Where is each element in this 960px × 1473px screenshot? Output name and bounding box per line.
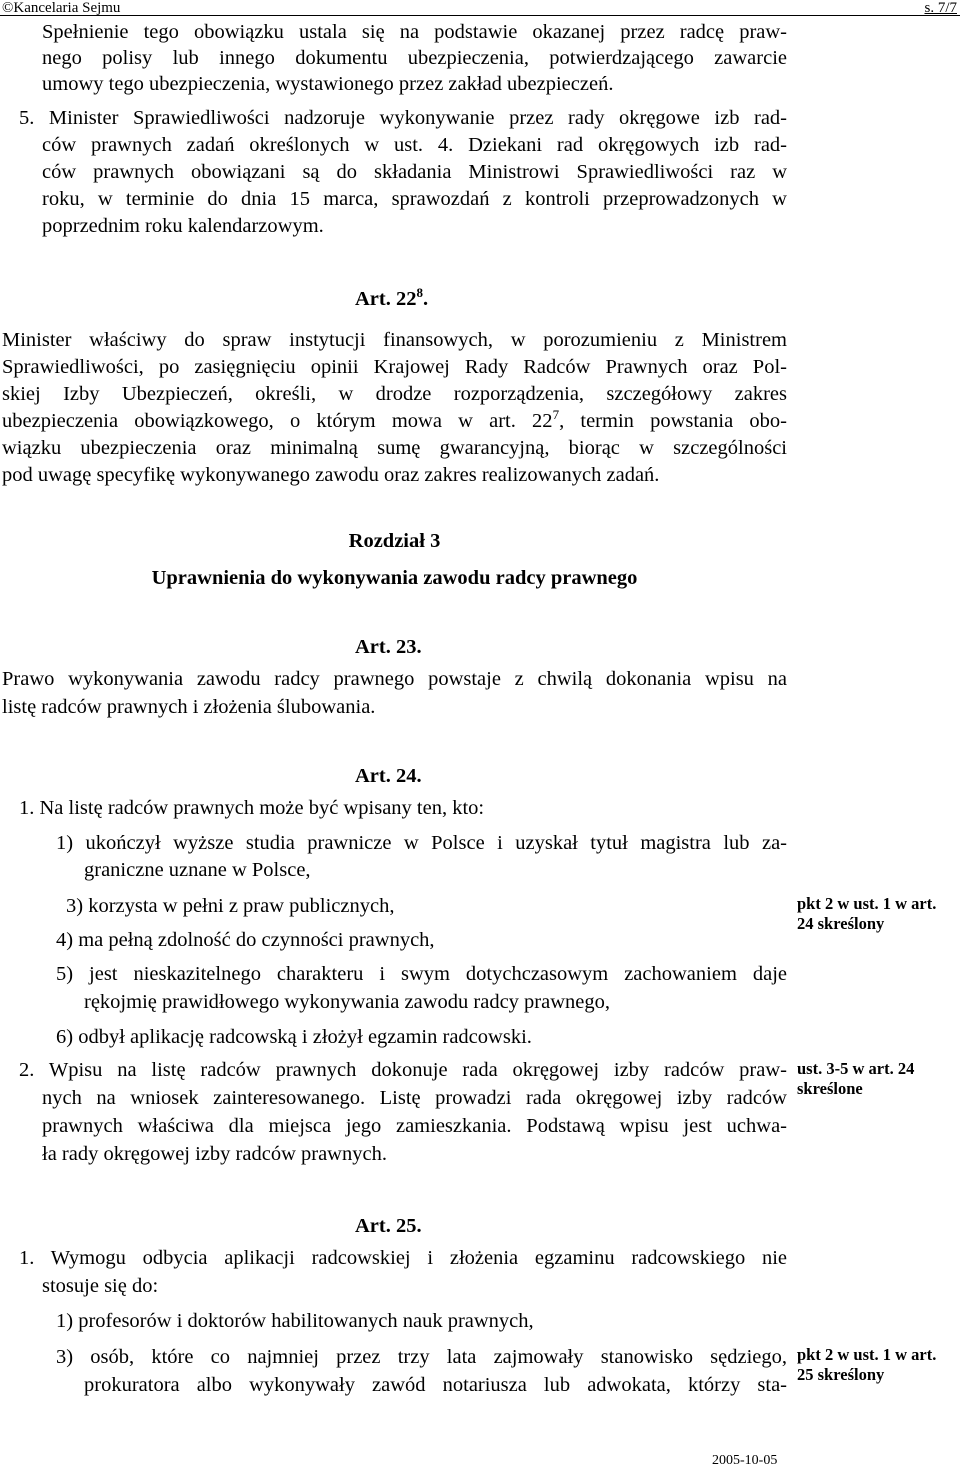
- text-line: 2. Wpisu na listę radców prawnych dokonuje rada okręgowej izby radców praw-: [19, 1059, 787, 1081]
- article-heading: Art. 24.: [355, 765, 422, 787]
- list-item-line: prokuratora albo wykonywały zawód notariusza lub adwokata, którzy sta-: [84, 1374, 787, 1396]
- text-line: ubezpieczenia obowiązkowego, o którym mowa w art. $22^7$, termin powstania obo-: [2, 407, 787, 432]
- text-line: nego polisy lub innego dokumentu ubezpieczenia, potwierdzającego zawarcie: [42, 47, 787, 69]
- list-item: 1) profesorów i doktorów habilitowanych nauk prawnych,: [56, 1310, 534, 1332]
- text-line: stosuje się do:: [42, 1275, 159, 1297]
- text-line: 1. Na listę radców prawnych może być wpisany ten, kto:: [19, 797, 485, 819]
- text-line: Prawo wykonywania zawodu radcy prawnego powstaje z chwilą dokonania wpisu na: [2, 668, 787, 690]
- list-item-line: 5) jest nieskazitelnego charakteru i swym dotychczasowym zachowaniem daje: [56, 963, 787, 985]
- margin-note: pkt 2 w ust. 1 w art. 24 skreślony: [797, 894, 937, 933]
- list-item: 3) korzysta w pełni z praw publicznych,: [66, 895, 395, 917]
- list-item-line: rękojmię prawidłowego wykonywania zawodu radcy prawnego,: [84, 991, 610, 1013]
- article-heading: Art. 25.: [355, 1215, 422, 1237]
- list-item-line: graniczne uznane w Polsce,: [84, 859, 311, 881]
- text-line: wiązku ubezpieczenia oraz minimalną sumę gwarancyjną, biorąc w szczególności: [2, 437, 787, 459]
- text-line: pod uwagę specyfikę wykonywanego zawodu oraz zakres realizowanych zadań.: [2, 464, 660, 486]
- chapter-number: Rozdział 3: [348, 530, 441, 552]
- text-line: prawnych właściwa dla miejsca jego zamieszkania. Podstawą wpisu jest uchwa-: [42, 1115, 787, 1137]
- list-item-line: 1) ukończył wyższe studia prawnicze w Polsce i uzyskał tytuł magistra lub za-: [56, 832, 787, 854]
- header-rule: [0, 15, 960, 16]
- text-line: Sprawiedliwości, po zasięgnięciu opinii Krajowej Rady Radców Prawnych oraz Pol-: [2, 356, 787, 378]
- list-item: 4) ma pełną zdolność do czynności prawnych,: [56, 929, 435, 951]
- article-heading: Art. $22^8$.: [355, 285, 429, 310]
- header-source: ©Kancelaria Sejmu: [2, 0, 121, 16]
- text-line: ców prawnych zadań określonych w ust. 4. Dziekani rad okręgowych izb rad-: [42, 134, 787, 156]
- header-page-number: s. 7/7: [924, 0, 957, 16]
- footer-date: 2005-10-05: [712, 1453, 778, 1468]
- list-item: 6) odbył aplikację radcowską i złożył egzamin radcowski.: [56, 1026, 532, 1048]
- text-line: ców prawnych obowiązani są do składania Ministrowi Sprawiedliwości raz w: [42, 161, 787, 183]
- text-line: Spełnienie tego obowiązku ustala się na podstawie okazanej przez radcę praw-: [42, 21, 787, 43]
- text-line: roku, w terminie do dnia 15 marca, sprawozdań z kontroli przeprowadzonych w: [42, 188, 787, 210]
- text-line: umowy tego ubezpieczenia, wystawionego przez zakład ubezpieczeń.: [42, 73, 614, 95]
- text-line: 1. Wymogu odbycia aplikacji radcowskiej i złożenia egzaminu radcowskiego nie: [19, 1247, 787, 1269]
- article-heading: Art. 23.: [355, 636, 422, 658]
- chapter-title: Uprawnienia do wykonywania zawodu radcy prawnego: [151, 567, 638, 589]
- margin-note: ust. 3-5 w art. 24 skreślone: [797, 1059, 915, 1098]
- text-line: nych na wniosek zainteresowanego. Listę prowadzi rada okręgowej izby radców: [42, 1087, 787, 1109]
- margin-note: pkt 2 w ust. 1 w art. 25 skreślony: [797, 1345, 937, 1384]
- text-line: Minister właściwy do spraw instytucji finansowych, w porozumieniu z Ministrem: [2, 329, 787, 351]
- text-line: ła rady okręgowej izby radców prawnych.: [42, 1143, 387, 1165]
- text-line: listę radców prawnych i złożenia ślubowania.: [2, 696, 376, 718]
- list-item-line: 3) osób, które co najmniej przez trzy lata zajmowały stanowisko sędziego,: [56, 1346, 787, 1368]
- text-line: skiej Izby Ubezpieczeń, określi, w drodze rozporządzenia, szczegółowy zakres: [2, 383, 787, 405]
- text-line: poprzednim roku kalendarzowym.: [42, 215, 324, 237]
- text-line: 5. Minister Sprawiedliwości nadzoruje wykonywanie przez rady okręgowe izb rad-: [19, 107, 787, 129]
